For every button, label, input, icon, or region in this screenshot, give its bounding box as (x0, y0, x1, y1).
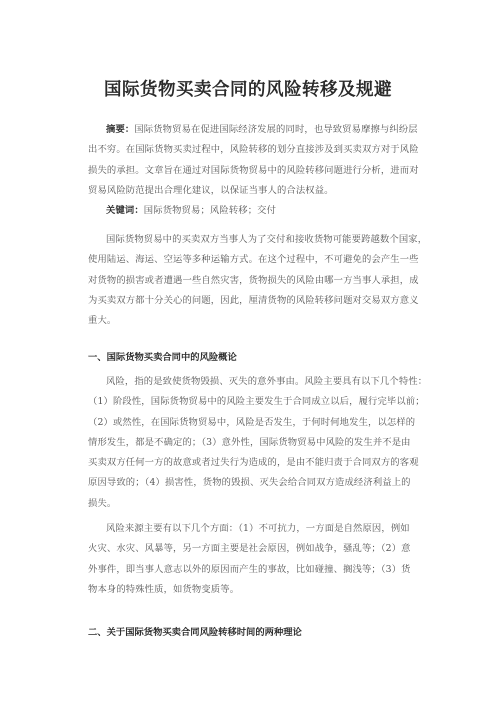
s1p2-line-2: 火灾、水灾、风暴等，另一方面主要是社会原因，例如战争，骚乱等；（2）意 (88, 543, 411, 555)
s1p1-line-1: 风险，指的是致使货物毁损、灭失的意外事由。风险主要具有以下几个特性： (106, 376, 428, 387)
keywords-row (88, 201, 424, 221)
intro-line-2: 使用陆运、海运、空运等多种运输方式。在这个过程中，不可避免的会产生一些 (88, 254, 419, 266)
s1p2-line-3: 外事件，即当事人意志以外的原因而产生的事故，比如碰撞、搁浅等；（3）货 (88, 563, 411, 575)
s1p1-line-4: 情形发生，都是不确定的；（3）意外性，国际货物贸易中风险的发生并不是由 (88, 436, 411, 448)
s1p1-line-7: 损失。 (88, 497, 117, 509)
s1p2-line-1: 风险来源主要有以下几个方面：（1）不可抗力，一方面是自然原因，例如 (106, 523, 410, 534)
keywords-label: 关键词： (106, 205, 144, 216)
abstract-line-3: 损失的承担。文章旨在通过对国际货物贸易中的风险转移问题进行分析，进而对 (88, 164, 419, 176)
intro-line-1: 国际货物贸易中的买卖双方当事人为了交付和接收货物可能要跨越数个国家， (106, 234, 428, 245)
s1p1-line-2: （1）阶段性，国际货物贸易中的风险主要发生于合同成立以后，履行完毕以前； (88, 396, 425, 408)
abstract-text-1: 国际货物贸易在促进国际经济发展的同时，也导致贸易摩擦与纠纷层 (134, 124, 418, 135)
keywords-text: 国际货物贸易；风险转移；交付 (143, 205, 277, 216)
abstract-line-2: 出不穷。在国际货物买卖过程中，风险转移的划分直接涉及到买卖双方对于风险 (88, 144, 419, 156)
section-1-heading: 一、国际货物买卖合同中的风险概论 (88, 352, 237, 363)
intro-line-4: 为买卖双方都十分关心的问题，因此，厘清货物的风险转移问题对交易双方意义 (88, 294, 419, 306)
abstract-line-1 (88, 120, 424, 140)
abstract-block (88, 120, 424, 201)
intro-paragraph (88, 230, 428, 331)
section-1-paragraph-2 (88, 519, 424, 600)
section-2-heading: 二、关于国际货物买卖合同风险转移时间的两种理论 (88, 627, 302, 638)
s1p2-line-4: 物本身的特殊性质，如货物变质等。 (88, 583, 240, 595)
abstract-label: 摘要： (106, 124, 135, 135)
intro-line-5: 重大。 (88, 315, 117, 327)
keywords-paragraph (88, 201, 424, 221)
document-title: 国际货物买卖合同的风险转移及规避 (104, 80, 392, 100)
s1p1-line-3: （2）或然性，在国际货物贸易中，风险是否发生，于何时何地发生，以怎样的 (88, 416, 416, 428)
section-1-paragraph-1 (88, 372, 428, 514)
intro-line-3: 对货物的损害或者遭遇一些自然灾害，货物损失的风险由哪一方当事人承担，成 (88, 274, 419, 286)
abstract-line-4: 贸易风险防范提出合理化建议，以保证当事人的合法权益。 (88, 184, 334, 196)
s1p1-line-6: 原因导致的；（4）损害性，货物的毁损、灭失会给合同双方造成经济利益上的 (88, 477, 411, 489)
s1p1-line-5: 买卖双方任何一方的故意或者过失行为造成的，是由不能归责于合同双方的客观 (88, 457, 419, 469)
